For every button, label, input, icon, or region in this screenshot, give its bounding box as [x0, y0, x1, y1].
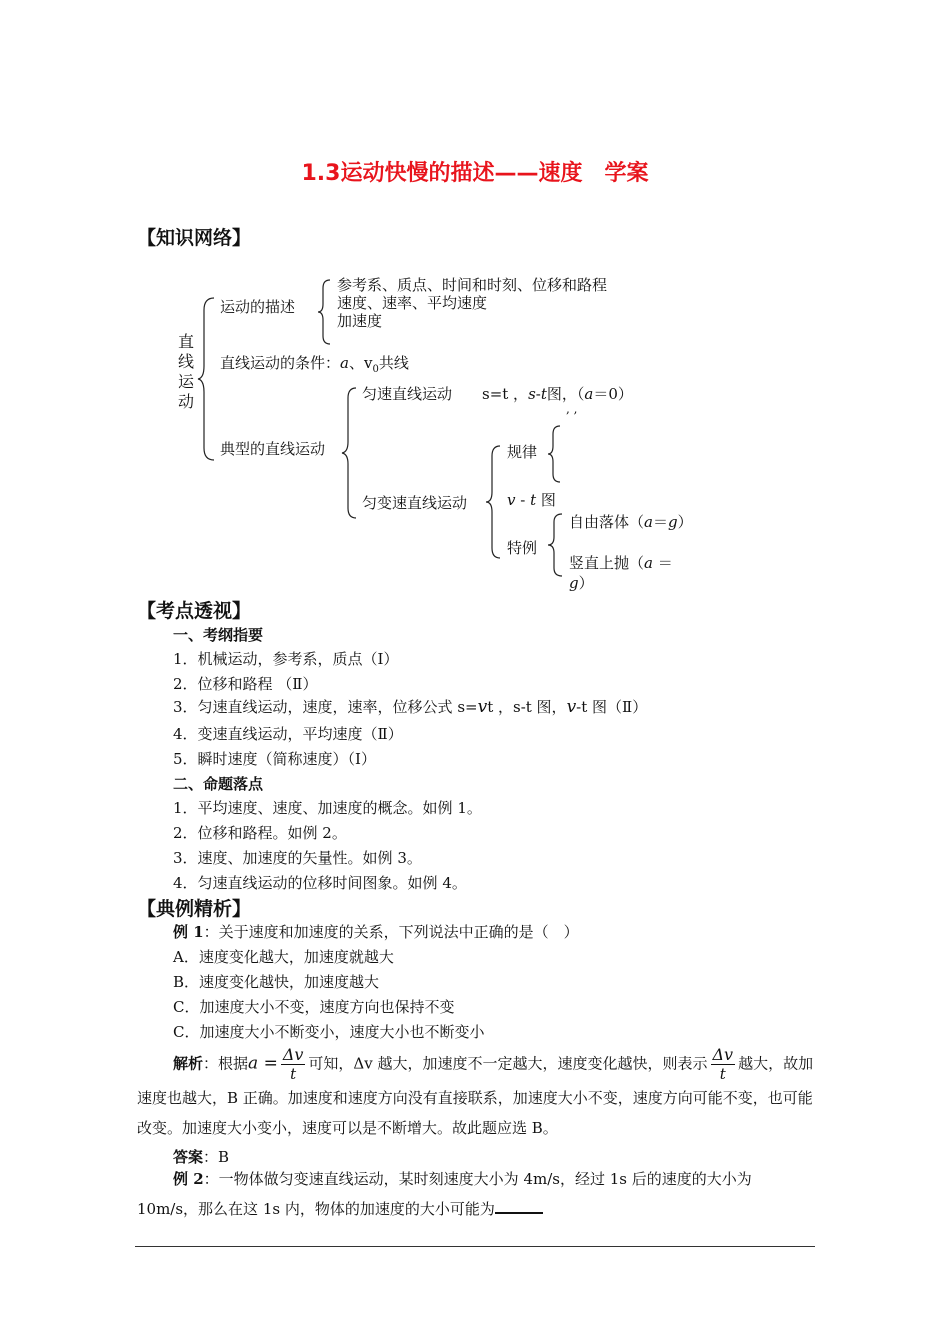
condition-a: a [340, 354, 349, 372]
focus-item: 1．平均速度、速度、加速度的概念。如例 1。 [173, 799, 482, 817]
fraction-numerator: Δv [712, 1045, 734, 1064]
throw-suffix: ） [578, 574, 594, 592]
vt-t: t [530, 491, 537, 509]
focus-item: 4．匀速直线运动的位移时间图象。如例 4。 [173, 874, 467, 892]
fraction-denominator: t [719, 1065, 726, 1083]
fraction-denominator: t [290, 1065, 297, 1083]
analysis-frac-a: a [248, 1053, 259, 1074]
network-root-char: 线 [177, 352, 194, 371]
analysis-text-b: 可知，Δv 越大，加速度不一定越大，速度变化越快，则表示 [308, 1054, 708, 1073]
analysis-text-c: 越大，故加速度也越大，B 正确。加速度和速度方向没有直接联系，加速度大小不变，速度方向可能不变，也可能改变。加速度大小变小，速度可以是不断增大。故此题应选 B。 [137, 1054, 814, 1137]
outline-item: 1．机械运动，参考系，质点（Ⅰ） [173, 650, 399, 668]
freefall-a: a [644, 513, 653, 531]
section-exam-points: 【考点透视】 [137, 600, 252, 622]
describe-item: 速度、速率、平均速度 [337, 294, 488, 312]
example1-option: B．速度变化越快，加速度越大 [173, 973, 380, 991]
network-root-char: 动 [177, 392, 194, 411]
example2-question-text: ：一物体做匀变速直线运动，某时刻速度大小为 4m/s，经过 1s 后的速度的大小为 10m/s，那么在这 1s 内，物体的加速度的大小可能为 [137, 1170, 752, 1218]
uniform-a-eq: ＝0） [593, 385, 633, 403]
example1-analysis [137, 1046, 817, 1143]
uniform-a: a [584, 385, 594, 403]
throw-prefix: 竖直上抛（ [569, 554, 645, 572]
analysis-fraction [281, 1046, 306, 1083]
condition-sub: 0 [372, 364, 379, 375]
outline-item3-mid: t ，s-t 图， [487, 698, 567, 716]
example1-option: C．加速度大小不变，速度方向也保持不变 [173, 998, 455, 1016]
condition-suffix: 共线 [378, 354, 409, 372]
throw-g: g [569, 574, 579, 592]
focus-heading: 二、命题落点 [173, 775, 264, 793]
outline-item3-suffix: -t 图（Ⅱ） [576, 698, 648, 716]
focus-item: 3．速度、加速度的矢量性。如例 3。 [173, 849, 422, 867]
condition-prefix: 直线运动的条件： [220, 354, 341, 372]
outline-heading: 一、考纲指要 [173, 626, 264, 644]
condition-v: v [363, 354, 373, 372]
example1-option: A．速度变化越大，加速度就越大 [173, 948, 394, 966]
vt-dash: - [515, 491, 531, 509]
describe-item: 加速度 [337, 312, 383, 330]
network-uniform: 匀速直线运动 [362, 385, 453, 403]
example1-label: 例 1 [173, 923, 204, 941]
uniform-formula-text: s=t ， [482, 385, 529, 403]
analysis-fraction-2 [711, 1046, 736, 1083]
throw-a: a [644, 554, 653, 572]
example2-label: 例 2 [173, 1170, 204, 1188]
outline-item: 2．位移和路程 （Ⅱ） [173, 675, 318, 693]
describe-brace [316, 278, 332, 346]
special-brace [546, 512, 564, 578]
outline-item3-v: v [477, 697, 488, 717]
focus-item: 2．位移和路程。如例 2。 [173, 824, 347, 842]
section-knowledge-network: 【知识网络】 [137, 227, 252, 249]
special-freefall [569, 511, 693, 532]
network-describe: 运动的描述 [220, 298, 296, 316]
network-law: 规律 [507, 443, 538, 461]
outline-item3-v2: v [566, 697, 577, 717]
outline-item: 4．变速直线运动，平均速度（Ⅱ） [173, 725, 403, 743]
fraction-numerator: Δv [282, 1045, 304, 1064]
network-variable: 匀变速直线运动 [362, 494, 468, 512]
freefall-g: g [667, 513, 678, 531]
analysis-label: 解析 [173, 1054, 204, 1073]
example1-question-text: ：关于速度和加速度的关系，下列说法中正确的是（ ） [203, 923, 579, 941]
analysis-text-a: ：根据 [203, 1054, 249, 1073]
answer-value: ：B [203, 1148, 230, 1166]
throw-eq: ＝ [657, 554, 673, 572]
network-typical: 典型的直线运动 [220, 440, 326, 458]
special-vertical-throw [569, 553, 699, 593]
uniform-formula [482, 383, 633, 404]
outline-item [173, 696, 647, 717]
network-root-char: 直 [177, 332, 194, 351]
uniform-st-suffix: 图，（ [546, 385, 585, 403]
vt-v: v [507, 491, 516, 509]
freefall-prefix: 自由落体（ [569, 513, 645, 531]
uniform-st-s: s [528, 385, 536, 403]
answer-blank[interactable] [495, 1198, 543, 1214]
describe-item: 参考系、质点、时间和时刻、位移和路程 [337, 276, 608, 294]
law-brace [546, 424, 562, 484]
network-vt-graph [507, 489, 556, 510]
analysis-frac-eq: = [258, 1053, 278, 1074]
outline-item: 5．瞬时速度（简称速度）（Ⅰ） [173, 750, 376, 768]
example1-question [173, 921, 579, 942]
outline-item3-prefix: 3．匀速直线运动，速度，速率，位移公式 s= [173, 698, 478, 716]
typical-brace [340, 386, 358, 520]
network-root [176, 332, 196, 412]
page-title: 1.3运动快慢的描述——速度 学案 [301, 161, 649, 186]
freefall-eq: ＝ [652, 513, 668, 531]
root-brace [196, 296, 216, 462]
condition-sep: 、 [348, 354, 364, 372]
vt-suffix: 图 [536, 491, 556, 509]
network-condition [220, 352, 409, 375]
network-root-char: 运 [177, 372, 194, 391]
freefall-suffix: ） [677, 513, 693, 531]
network-special: 特例 [507, 539, 538, 557]
section-examples: 【典例精析】 [137, 898, 252, 920]
uniform-st-dash: - [535, 385, 541, 403]
uniform-st-t: t [540, 385, 547, 403]
example2-question [137, 1164, 817, 1224]
footer-divider [135, 1246, 815, 1247]
variable-brace [484, 444, 502, 560]
example1-option: C．加速度大小不断变小，速度大小也不断变小 [173, 1023, 485, 1041]
uniform-commas: , , [566, 402, 578, 416]
answer-label: 答案 [173, 1148, 204, 1166]
